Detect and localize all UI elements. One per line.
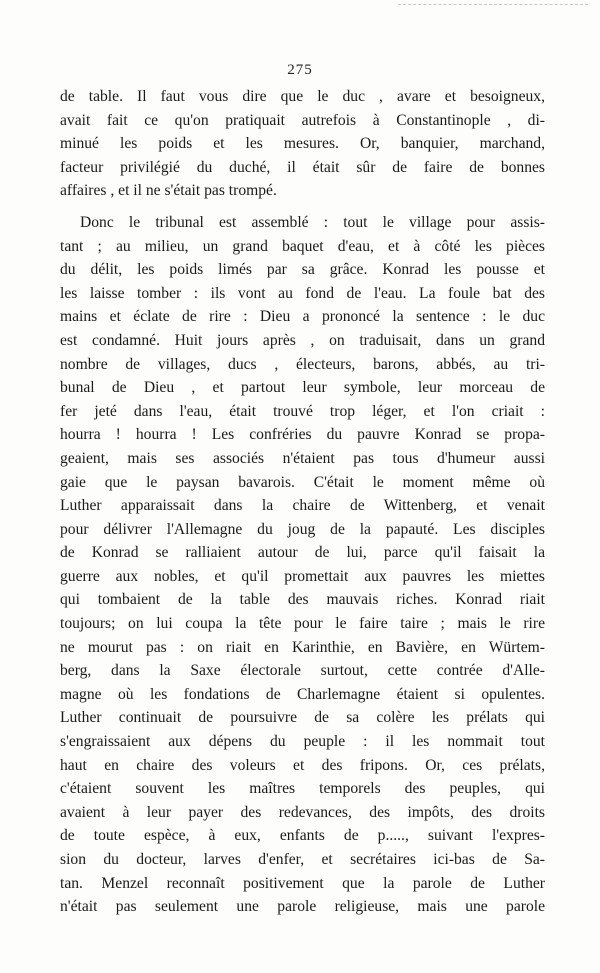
page-number: 275 [287, 62, 313, 78]
text-line: geaient, mais ses associés n'étaient pas tous d'humeur aussi [60, 449, 545, 467]
text-line: n'était pas seulement une parole religieuse, mais une parole [60, 898, 545, 916]
text-line: sion du docteur, larves d'enfer, et secrétaires ici-bas de Sa- [60, 851, 545, 868]
text-line: tant ; au milieu, un grand baquet d'eau, et à côté les pièces [60, 237, 545, 255]
text-line: affaires , et il ne s'était pas trompé. [60, 182, 277, 200]
text-line: de toute espèce, à eux, enfants de p....., suivant l'expres- [60, 827, 545, 845]
text-line: fer jeté dans l'eau, était trouvé trop léger, et l'on criait : [60, 402, 545, 420]
text-line: haut en chaire des voleurs et des fripons. Or, ces prélats, [60, 756, 545, 774]
text-line: qui tombaient de la table des mauvais riches. Konrad riait [60, 591, 545, 609]
text-line: magne où les fondations de Charlemagne étaient si opulentes. [60, 685, 545, 703]
body-text [60, 85, 545, 919]
top-edge-rule [398, 4, 588, 5]
text-line: du délit, les poids limés par sa grâce. Konrad les pousse et [60, 261, 545, 279]
text-line: est condamné. Huit jours après , on traduisait, dans un grand [60, 331, 545, 349]
text-line: guerre aux nobles, et qu'il promettait aux pauvres les miettes [60, 567, 545, 585]
text-line: s'engraissaient aux dépens du peuple : il les nommait tout [60, 733, 545, 751]
paragraph-2 [60, 211, 545, 919]
text-line: minué les poids et les mesures. Or, banquier, marchand, [60, 135, 545, 153]
text-line: toujours; on lui coupa la tête pour le faire taire ; mais le rire [60, 615, 545, 633]
text-line: tan. Menzel reconnaît positivement que la parole de Luther [60, 874, 545, 892]
text-line: berg, dans la Saxe électorale surtout, cette contrée d'Alle- [60, 662, 545, 680]
text-line: de Konrad se ralliaient autour de lui, parce qu'il faisait la [60, 544, 545, 562]
text-line: avait fait ce qu'on pratiquait autrefois à Constantinople , di- [60, 111, 545, 129]
paragraph-gap [60, 203, 545, 211]
paragraph-1 [60, 85, 545, 203]
text-line: pour délivrer l'Allemagne du joug de la papauté. Les disciples [60, 520, 545, 538]
text-line: c'étaient souvent les maîtres temporels des peuples, qui [60, 780, 545, 798]
text-line: les laisse tomber : ils vont au fond de l'eau. La foule bat des [60, 284, 545, 302]
text-line: Luther continuait de poursuivre de sa colère les prélats qui [60, 709, 545, 727]
text-line: facteur privilégié du duché, il était sûr de faire de bonnes [60, 158, 545, 176]
text-line: mains et éclate de rire : Dieu a prononcé la sentence : le duc [60, 308, 545, 326]
text-line: de table. Il faut vous dire que le duc , avare et besoigneux, [60, 88, 545, 105]
text-line: Donc le tribunal est assemblé : tout le village pour assis- [80, 213, 545, 231]
text-line: ne mourut pas : on riait en Karinthie, en Bavière, en Würtem- [60, 638, 545, 656]
text-line: avaient à leur payer des redevances, des impôts, des droits [60, 803, 545, 821]
text-line: bunal de Dieu , et partout leur symbole, leur morceau de [60, 379, 545, 397]
text-line: nombre de villages, ducs , électeurs, barons, abbés, au tri- [60, 355, 545, 373]
text-line: Luther apparaissait dans la chaire de Wittenberg, et venait [60, 497, 545, 515]
text-line: gaie que le paysan bavarois. C'était le moment même où [60, 473, 545, 491]
text-line: hourra ! hourra ! Les confréries du pauvre Konrad se propa- [60, 426, 545, 444]
